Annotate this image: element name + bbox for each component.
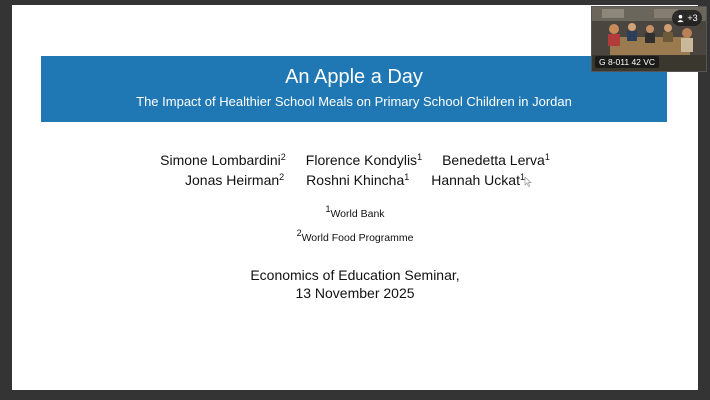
participant-video-tile[interactable] (591, 6, 707, 72)
mouse-pointer-icon (524, 177, 532, 187)
author-row-1 (12, 150, 698, 170)
author: Simone Lombardini$^2$ (160, 152, 286, 168)
affiliation: $^2$World Food Programme (296, 228, 414, 244)
author: Benedetta Lerva$^1$ (442, 152, 550, 168)
author-row-2 (12, 170, 698, 190)
author: Jonas Heirman$^2$ (185, 172, 285, 188)
participants-badge[interactable] (672, 10, 702, 26)
slide-subtitle: The Impact of Healthier School Meals on Primary School Children in Jordan (136, 94, 572, 109)
people-icon (676, 14, 685, 23)
participants-count: +3 (687, 13, 698, 23)
author: Roshni Khincha$^1$ (306, 172, 410, 188)
author: Florence Kondylis$^1$ (305, 152, 423, 168)
author-list (12, 150, 698, 190)
title-banner (41, 56, 667, 122)
author: Hannah Uckat$^1$ (431, 172, 525, 188)
slide-title: An Apple a Day (285, 66, 423, 88)
room-label: G 8-011 42 VC (595, 56, 659, 68)
seminar-venue: Economics of Education Seminar, 13 November 2025 (250, 267, 460, 301)
affiliation: $^1$World Bank (325, 204, 385, 220)
